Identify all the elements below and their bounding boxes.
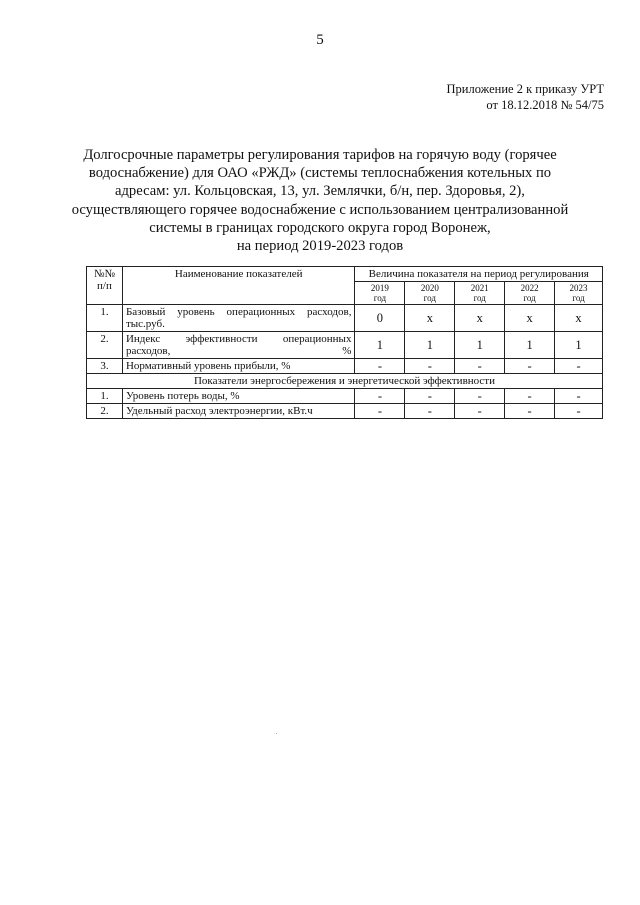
row-value: х bbox=[405, 305, 455, 332]
row-value: 1 bbox=[405, 332, 455, 359]
row-name: Удельный расход электроэнергии, кВт.ч bbox=[122, 404, 355, 419]
appendix-reference bbox=[447, 81, 605, 113]
row-value: - bbox=[505, 359, 555, 374]
title-line: адресам: ул. Кольцовская, 13, ул. Землячки, б/н, пер. Здоровья, 2), bbox=[115, 183, 525, 200]
table-row bbox=[87, 305, 603, 332]
row-value: - bbox=[455, 389, 505, 404]
title-line: осуществляющего горячее водоснабжение с использованием централизованной bbox=[71, 201, 569, 218]
row-value: 1 bbox=[555, 332, 603, 359]
row-name: Базовый уровень операционных расходов, тыс.руб. bbox=[122, 305, 355, 332]
table-row bbox=[87, 359, 603, 374]
parameters-table bbox=[86, 266, 603, 419]
title-line: на период 2019-2023 годов bbox=[236, 238, 404, 255]
row-number: 3. bbox=[87, 359, 123, 374]
header-value: Величина показателя на период регулирования bbox=[355, 267, 603, 282]
row-name: Индекс эффективности операционных расходов, % bbox=[122, 332, 355, 359]
row-value: 1 bbox=[355, 332, 405, 359]
row-value: - bbox=[455, 404, 505, 419]
row-value: - bbox=[555, 359, 603, 374]
year-header-2019: 2019 год bbox=[355, 282, 405, 305]
table-row bbox=[87, 332, 603, 359]
title-line: водоснабжение) для ОАО «РЖД» (системы теплоснабжения котельных по bbox=[88, 165, 552, 182]
appendix-line-2: от 18.12.2018 № 54/75 bbox=[486, 98, 604, 112]
row-number: 2. bbox=[87, 404, 123, 419]
table-row bbox=[87, 404, 603, 419]
row-value: х bbox=[555, 305, 603, 332]
row-number: 1. bbox=[87, 389, 123, 404]
row-value: 1 bbox=[505, 332, 555, 359]
row-value: - bbox=[405, 404, 455, 419]
row-value: - bbox=[355, 359, 405, 374]
document-title bbox=[60, 146, 580, 255]
appendix-line-1: Приложение 2 к приказу УРТ bbox=[446, 82, 604, 96]
table-section-row bbox=[87, 374, 603, 389]
row-value: - bbox=[505, 404, 555, 419]
row-name: Нормативный уровень прибыли, % bbox=[122, 359, 355, 374]
year-header-2020: 2020 год bbox=[405, 282, 455, 305]
header-indicator-name: Наименование показателей bbox=[122, 267, 355, 305]
year-header-2022: 2022 год bbox=[505, 282, 555, 305]
row-name: Уровень потерь воды, % bbox=[122, 389, 355, 404]
row-value: - bbox=[555, 389, 603, 404]
scan-speck bbox=[276, 733, 277, 734]
year-header-2023: 2023 год bbox=[555, 282, 603, 305]
row-value: - bbox=[455, 359, 505, 374]
row-value: - bbox=[405, 389, 455, 404]
row-value: х bbox=[455, 305, 505, 332]
title-line: Долгосрочные параметры регулирования тарифов на горячую воду (горячее bbox=[83, 147, 557, 163]
row-value: 1 bbox=[455, 332, 505, 359]
table-header-row bbox=[87, 267, 603, 282]
row-value: х bbox=[505, 305, 555, 332]
row-number: 1. bbox=[87, 305, 123, 332]
table-row bbox=[87, 389, 603, 404]
row-value: - bbox=[355, 404, 405, 419]
row-value: - bbox=[405, 359, 455, 374]
row-value: - bbox=[555, 404, 603, 419]
title-line: системы в границах городского округа город Воронеж, bbox=[149, 219, 491, 236]
row-number: 2. bbox=[87, 332, 123, 359]
page-number: 5 bbox=[316, 32, 324, 48]
row-value: - bbox=[355, 389, 405, 404]
row-value: 0 bbox=[355, 305, 405, 332]
year-header-2021: 2021 год bbox=[455, 282, 505, 305]
row-value: - bbox=[505, 389, 555, 404]
section-title: Показатели энергосбережения и энергетической эффективности bbox=[87, 374, 603, 389]
header-number: №№ п/п bbox=[87, 267, 123, 305]
